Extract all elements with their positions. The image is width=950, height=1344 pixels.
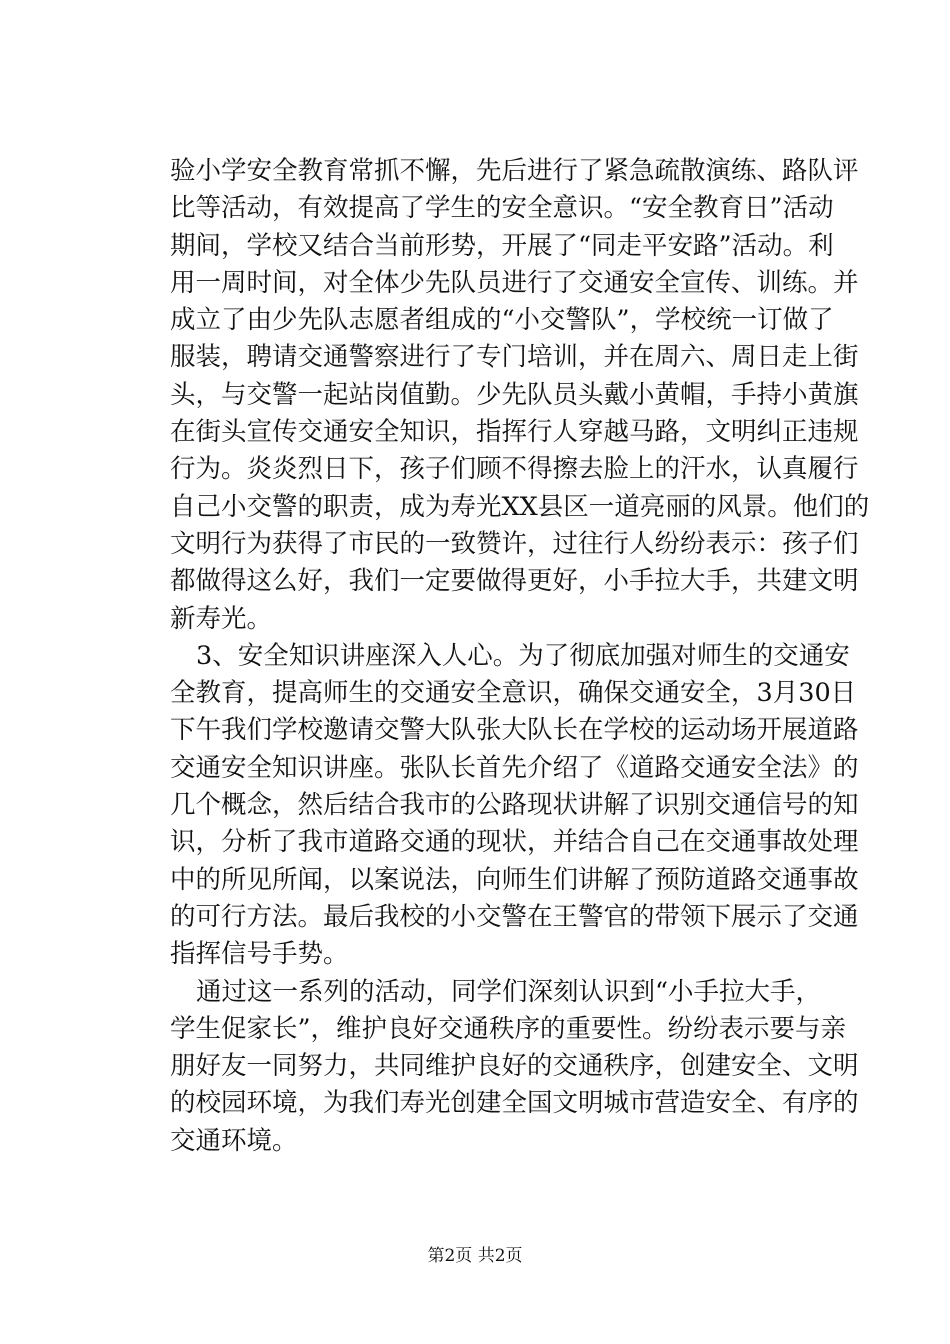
- paragraph-3-line-2: 学生促家长”，维护良好交通秩序的重要性。纷纷表示要与亲: [170, 1013, 847, 1044]
- page-indicator: 第2页 共2页: [427, 1246, 523, 1266]
- paragraph-2-line-3: 下午我们学校邀请交警大队张大队长在学校的运动场开展道路: [170, 715, 859, 746]
- paragraph-1-line-10: 自己小交警的职责，成为寿光XX县区一道亮丽的风景。他们的: [170, 491, 870, 522]
- paragraph-3-line-4: 的校园环境，为我们寿光创建全国文明城市营造安全、有序的: [170, 1088, 859, 1119]
- paragraph-1-line-13: 新寿光。: [170, 603, 273, 634]
- paragraph-2-line-8: 的可行方法。最后我校的小交警在王警官的带领下展示了交通: [170, 901, 859, 932]
- paragraph-3-line-1: 通过这一系列的活动，同学们深刻认识到“小手拉大手，: [196, 976, 822, 1007]
- document-body: [170, 153, 870, 1160]
- paragraph-2-line-6: 识，分析了我市道路交通的现状，并结合自己在交通事故处理: [170, 827, 859, 858]
- paragraph-1-line-3: 期间，学校又结合当前形势，开展了“同走平安路”活动。利: [170, 230, 834, 261]
- paragraph-1-line-11: 文明行为获得了市民的一致赞许，过往行人纷纷表示：孩子们: [170, 528, 859, 559]
- paragraph-1-line-2: 比等活动，有效提高了学生的安全意识。“安全教育日”活动: [170, 193, 834, 224]
- paragraph-1-line-6: 服装，聘请交通警察进行了专门培训，并在周六、周日走上街: [170, 342, 859, 373]
- paragraph-1-line-7: 头，与交警一起站岗值勤。少先队员头戴小黄帽，手持小黄旗: [170, 379, 859, 410]
- paragraph-3-line-3: 朋好友一同努力，共同维护良好的交通秩序，创建安全、文明: [170, 1051, 859, 1082]
- paragraph-1-line-4: 用一周时间，对全体少先队员进行了交通安全宣传、训练。并: [170, 267, 859, 298]
- paragraph-1-line-5: 成立了由少先队志愿者组成的“小交警队”，学校统一订做了: [170, 305, 834, 336]
- paragraph-2-line-1: 3、安全知识讲座深入人心。为了彻底加强对师生的交通安: [196, 640, 850, 671]
- paragraph-2-line-4: 交通安全知识讲座。张队长首先介绍了《道路交通安全法》的: [170, 752, 859, 783]
- paragraph-2-line-7: 中的所见所闻，以案说法，向师生们讲解了预防道路交通事故: [170, 864, 859, 895]
- paragraph-1-line-8: 在街头宣传交通安全知识，指挥行人穿越马路，文明纠正违规: [170, 417, 859, 448]
- page-footer: [0, 1244, 950, 1268]
- paragraph-1-line-1: 验小学安全教育常抓不懈，先后进行了紧急疏散演练、路队评: [170, 156, 859, 186]
- paragraph-1-line-12: 都做得这么好，我们一定要做得更好，小手拉大手，共建文明: [170, 566, 859, 597]
- paragraph-1-line-9: 行为。炎炎烈日下，孩子们顾不得擦去脸上的汗水，认真履行: [170, 454, 859, 485]
- paragraph-2-line-9: 指挥信号手势。: [170, 939, 349, 970]
- paragraph-3-line-5: 交通环境。: [170, 1125, 298, 1156]
- paragraph-2-line-2: 全教育，提高师生的交通安全意识，确保交通安全，3月30日: [170, 678, 857, 709]
- paragraph-2-line-5: 几个概念，然后结合我市的公路现状讲解了识别交通信号的知: [170, 790, 859, 821]
